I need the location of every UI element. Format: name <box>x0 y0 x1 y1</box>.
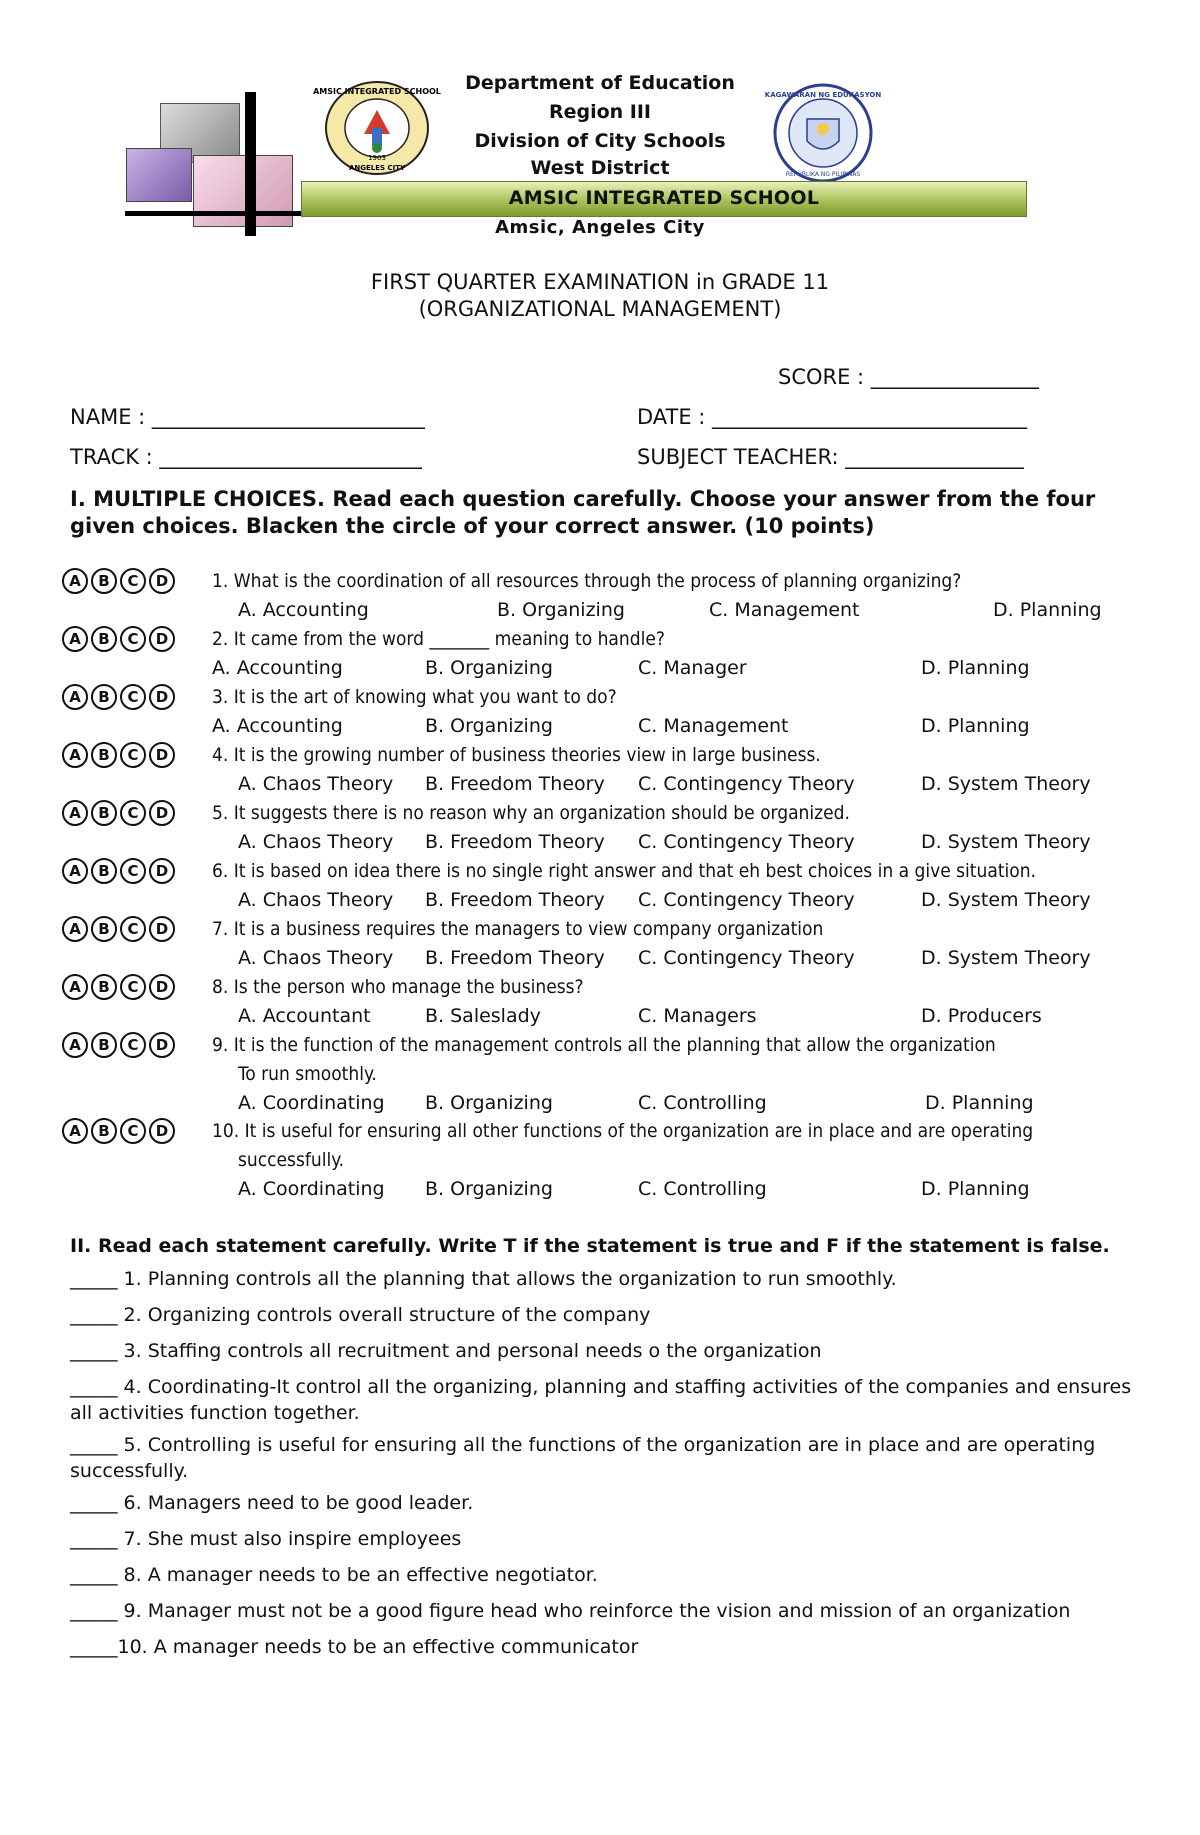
choice-c: C. Controlling <box>638 1092 767 1114</box>
question-text: 4. It is the growing number of business theories view in large business. <box>212 744 821 766</box>
answer-bubble-a[interactable]: A <box>62 684 88 710</box>
choice-c: C. Contingency Theory <box>638 773 855 795</box>
choice-b: B. Freedom Theory <box>425 773 605 795</box>
choice-d: D. Producers <box>921 1005 1042 1027</box>
question-text: 7. It is a business requires the managers to view company organization <box>212 918 824 940</box>
date-field[interactable]: DATE : ______________________________ <box>637 405 1028 429</box>
answer-bubbles <box>62 568 175 594</box>
answer-bubble-c[interactable]: C <box>120 568 146 594</box>
answer-bubble-a[interactable]: A <box>62 974 88 1000</box>
answer-bubble-d[interactable]: D <box>149 1118 175 1144</box>
header-division: Division of City Schools <box>474 130 726 152</box>
true-false-item: _____ 1. Planning controls all the planning that allows the organization to run smoothly. <box>70 1268 897 1290</box>
choice-a: A. Chaos Theory <box>238 831 394 853</box>
true-false-item: _____ 6. Managers need to be good leader. <box>70 1492 474 1514</box>
answer-bubble-d[interactable]: D <box>149 568 175 594</box>
exam-subject: (ORGANIZATIONAL MANAGEMENT) <box>418 297 782 321</box>
track-field[interactable]: TRACK : _________________________ <box>70 445 422 469</box>
choice-b: B. Organizing <box>425 715 553 737</box>
choice-d: D. Planning <box>921 657 1030 679</box>
decor-purple-square <box>126 148 192 202</box>
answer-bubble-d[interactable]: D <box>149 916 175 942</box>
answer-bubble-d[interactable]: D <box>149 684 175 710</box>
answer-bubble-b[interactable]: B <box>91 568 117 594</box>
answer-bubble-b[interactable]: B <box>91 742 117 768</box>
teacher-field[interactable]: SUBJECT TEACHER: _________________ <box>637 445 1024 469</box>
choice-b: B. Freedom Theory <box>425 831 605 853</box>
choice-c: C. Management <box>638 715 789 737</box>
choice-d: D. System Theory <box>921 831 1091 853</box>
header-region: Region III <box>548 101 652 123</box>
seal-year: 1903 <box>368 154 386 162</box>
answer-bubble-b[interactable]: B <box>91 916 117 942</box>
answer-bubble-b[interactable]: B <box>91 1032 117 1058</box>
question-text-continued: successfully. <box>238 1149 345 1171</box>
answer-bubbles <box>62 916 175 942</box>
header-district: West District <box>530 157 670 179</box>
answer-bubble-c[interactable]: C <box>120 974 146 1000</box>
name-field[interactable]: NAME : __________________________ <box>70 405 425 429</box>
answer-bubble-a[interactable]: A <box>62 742 88 768</box>
answer-bubble-b[interactable]: B <box>91 974 117 1000</box>
answer-bubbles <box>62 684 175 710</box>
score-field[interactable]: SCORE : ________________ <box>778 365 1039 389</box>
header-department: Department of Education <box>465 72 735 94</box>
answer-bubble-d[interactable]: D <box>149 858 175 884</box>
choice-c: C. Contingency Theory <box>638 889 855 911</box>
question-text: 3. It is the art of knowing what you want to do? <box>212 686 617 708</box>
choice-d: D. System Theory <box>921 947 1091 969</box>
choice-b: B. Organizing <box>425 1178 553 1200</box>
choice-c: C. Manager <box>638 657 747 679</box>
choice-c: C. Contingency Theory <box>638 947 855 969</box>
answer-bubble-a[interactable]: A <box>62 568 88 594</box>
answer-bubble-c[interactable]: C <box>120 858 146 884</box>
answer-bubble-c[interactable]: C <box>120 1118 146 1144</box>
choice-b: B. Freedom Theory <box>425 947 605 969</box>
answer-bubble-c[interactable]: C <box>120 800 146 826</box>
answer-bubble-a[interactable]: A <box>62 1118 88 1144</box>
choice-b: B. Organizing <box>425 657 553 679</box>
choice-d: D. System Theory <box>921 773 1091 795</box>
answer-bubbles <box>62 1032 175 1058</box>
part1-instructions: I. MULTIPLE CHOICES. Read each question carefully. Choose your answer from the four given choices. Blacken the circle of your correct answer. (10 points) <box>70 487 1096 538</box>
seal-text-bottom: ANGELES CITY <box>348 164 406 172</box>
true-false-item: _____ 3. Staffing controls all recruitment and personal needs o the organization <box>70 1340 822 1362</box>
choice-d: D. Planning <box>921 1178 1030 1200</box>
seal-text-top: AMSIC INTEGRATED SCHOOL <box>313 87 441 96</box>
answer-bubbles <box>62 858 175 884</box>
deped-seal-text: KAGAWARAN NG EDUKASYON <box>764 91 882 99</box>
choice-c: C. Contingency Theory <box>638 831 855 853</box>
choice-b: B. Freedom Theory <box>425 889 605 911</box>
choice-d: D. Planning <box>925 1092 1034 1114</box>
question-text: 1. What is the coordination of all resources through the process of planning organizing? <box>212 570 962 592</box>
question-text: 9. It is the function of the management controls all the planning that allow the organization <box>212 1034 996 1056</box>
answer-bubble-d[interactable]: D <box>149 974 175 1000</box>
school-banner <box>301 181 1027 217</box>
answer-bubble-a[interactable]: A <box>62 800 88 826</box>
answer-bubbles <box>62 974 175 1000</box>
answer-bubble-a[interactable]: A <box>62 1032 88 1058</box>
choice-c: C. Controlling <box>638 1178 767 1200</box>
answer-bubble-b[interactable]: B <box>91 800 117 826</box>
choice-a: A. Accounting <box>212 657 343 679</box>
answer-bubble-b[interactable]: B <box>91 626 117 652</box>
true-false-item: _____ 7. She must also inspire employees <box>70 1528 462 1550</box>
question-text: 5. It suggests there is no reason why an organization should be organized. <box>212 802 850 824</box>
answer-bubble-b[interactable]: B <box>91 858 117 884</box>
school-name: AMSIC INTEGRATED SCHOOL <box>508 187 820 209</box>
answer-bubble-d[interactable]: D <box>149 626 175 652</box>
answer-bubble-b[interactable]: B <box>91 1118 117 1144</box>
answer-bubble-a[interactable]: A <box>62 626 88 652</box>
question-text: 8. Is the person who manage the business? <box>212 976 584 998</box>
choice-a: A. Chaos Theory <box>238 773 394 795</box>
answer-bubbles <box>62 1118 175 1144</box>
decor-horizontal-bar <box>125 211 305 216</box>
true-false-item: _____ 8. A manager needs to be an effective negotiator. <box>70 1564 598 1586</box>
true-false-item: _____ 4. Coordinating-It control all the organizing, planning and staffing activities of the companies and ensures all activities function together. <box>70 1376 1132 1424</box>
answer-bubble-d[interactable]: D <box>149 1032 175 1058</box>
choice-a: A. Chaos Theory <box>238 889 394 911</box>
question-text: 10. It is useful for ensuring all other functions of the organization are in place and are operating <box>212 1120 1034 1142</box>
true-false-item: _____ 2. Organizing controls overall structure of the company <box>70 1304 651 1326</box>
answer-bubbles <box>62 800 175 826</box>
question-text: 2. It came from the word _______ meaning to handle? <box>212 628 665 650</box>
true-false-item: _____10. A manager needs to be an effective communicator <box>70 1636 639 1658</box>
exam-title: FIRST QUARTER EXAMINATION in GRADE 11 <box>370 270 830 294</box>
choice-a: A. Accounting <box>212 715 343 737</box>
part2-instructions: II. Read each statement carefully. Write T if the statement is true and F if the statement is false. <box>70 1235 1110 1257</box>
true-false-item: _____ 9. Manager must not be a good figure head who reinforce the vision and mission of an organization <box>70 1600 1071 1622</box>
choice-c: C. Managers <box>638 1005 757 1027</box>
decor-pink-square <box>193 155 293 227</box>
answer-bubble-c[interactable]: C <box>120 626 146 652</box>
choice-a: A. Coordinating <box>238 1092 385 1114</box>
answer-bubble-a[interactable]: A <box>62 916 88 942</box>
answer-bubble-a[interactable]: A <box>62 858 88 884</box>
answer-bubble-c[interactable]: C <box>120 684 146 710</box>
answer-bubble-d[interactable]: D <box>149 800 175 826</box>
choice-d: D. Planning <box>993 599 1102 621</box>
answer-bubble-c[interactable]: C <box>120 1032 146 1058</box>
question-text-continued: To run smoothly. <box>238 1063 377 1085</box>
question-text: 6. It is based on idea there is no single right answer and that eh best choices in a give situation. <box>212 860 1036 882</box>
choice-b: B. Saleslady <box>425 1005 541 1027</box>
true-false-item: _____ 5. Controlling is useful for ensuring all the functions of the organization are in place and are operating successfully. <box>70 1434 1096 1482</box>
choice-b: B. Organizing <box>425 1092 553 1114</box>
deped-seal-subtext: REPUBLIKA NG PILIPINAS <box>785 171 861 178</box>
choice-c: C. Management <box>709 599 860 621</box>
choice-d: D. Planning <box>921 715 1030 737</box>
answer-bubble-c[interactable]: C <box>120 742 146 768</box>
choice-a: A. Coordinating <box>238 1178 385 1200</box>
answer-bubbles <box>62 626 175 652</box>
school-address: Amsic, Angeles City <box>495 217 705 238</box>
choice-d: D. System Theory <box>921 889 1091 911</box>
choice-b: B. Organizing <box>497 599 625 621</box>
answer-bubbles <box>62 742 175 768</box>
choice-a: A. Chaos Theory <box>238 947 394 969</box>
choice-a: A. Accounting <box>238 599 369 621</box>
choice-a: A. Accountant <box>238 1005 371 1027</box>
answer-bubble-d[interactable]: D <box>149 742 175 768</box>
answer-bubble-c[interactable]: C <box>120 916 146 942</box>
answer-bubble-b[interactable]: B <box>91 684 117 710</box>
